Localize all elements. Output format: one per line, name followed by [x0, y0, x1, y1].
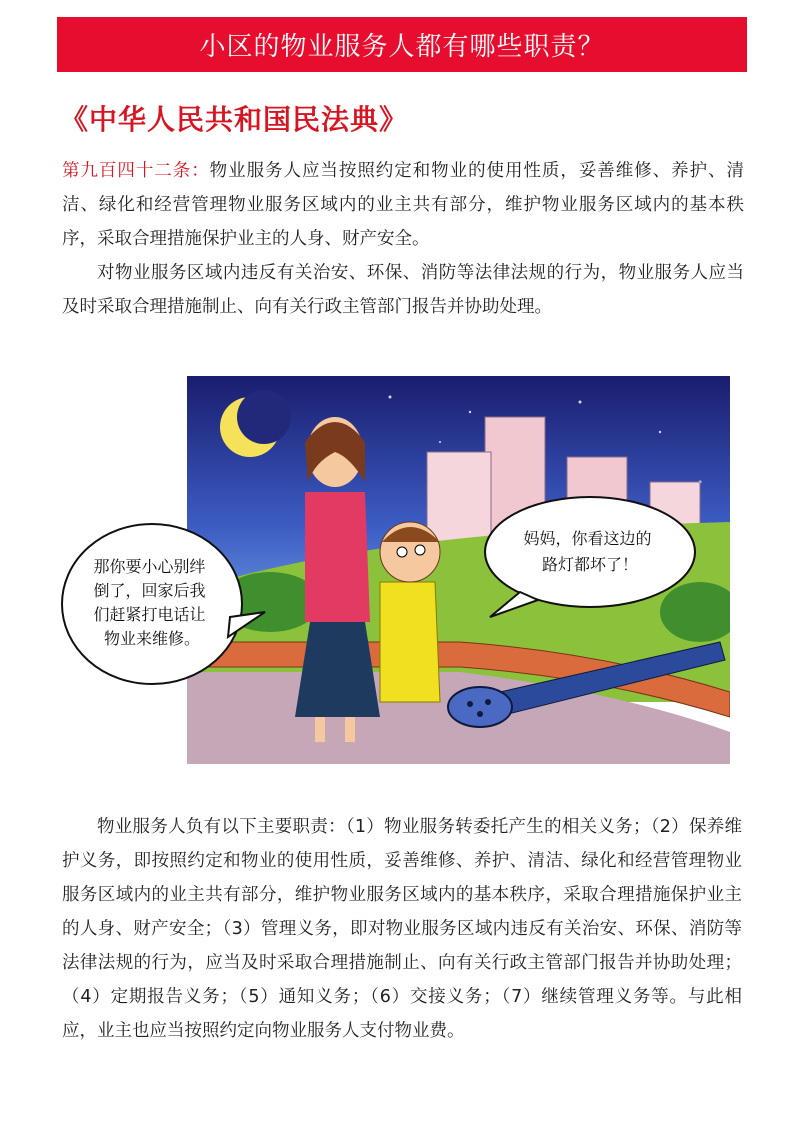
article-label: 第九百四十二条：	[62, 161, 210, 181]
mother-line-3: 们赶紧打电话让	[93, 605, 206, 624]
article-text-1: 物业服务人应当按照约定和物业的使用性质，妥善维修、养护、清洁、绿化和经营管理物业服务区域内的业主共有部分，维护物业服务区域内的基本秩序，采取合理措施保护业主的人身、财产安全。	[62, 161, 745, 249]
comic-illustration	[60, 372, 730, 764]
law-book-title: 《中华人民共和国民法典》	[60, 103, 409, 136]
article-paragraph-2: 对物业服务区域内违反有关治安、环保、消防等法律法规的行为，物业服务人应当及时采取合理措施制止、向有关行政主管部门报告并协助处理。	[62, 263, 744, 317]
mother-line-4: 物业来维修。	[103, 629, 201, 648]
article-paragraph-1	[62, 154, 744, 256]
child-line-2: 路灯都坏了！	[541, 555, 639, 574]
page-title: 小区的物业服务人都有哪些职责？	[199, 32, 605, 62]
mother-line-2: 倒了，回家后我	[93, 581, 206, 600]
law-article	[62, 154, 744, 324]
page-title-bar	[57, 17, 747, 72]
child-figure	[380, 522, 440, 702]
mother-line-1: 那你要小心别绊	[93, 557, 206, 576]
child-line-1: 妈妈，你看这边的	[523, 529, 652, 548]
summary-paragraph: 物业服务人负有以下主要职责：（1）物业服务转委托产生的相关义务；（2）保养维护义务，即按照约定和物业的使用性质，妥善维修、养护、清洁、绿化和经营管理物业服务区域内的业主共有部分，维护物业服务区域内的基本秩序，采取合理措施保护业主的人身、财产安全；（3）管理义务，即对物业服务区域内违反有关治安、环保、消防等法律法规的行为，应当及时采取合理措施制止、向有关行政主管部门报告并协助处理；（4）定期报告义务；（5）通知义务；（6）交接义务；（7）继续管理义务等。与此相应，业主也应当按照约定向物业服务人支付物业费。	[62, 817, 742, 1041]
